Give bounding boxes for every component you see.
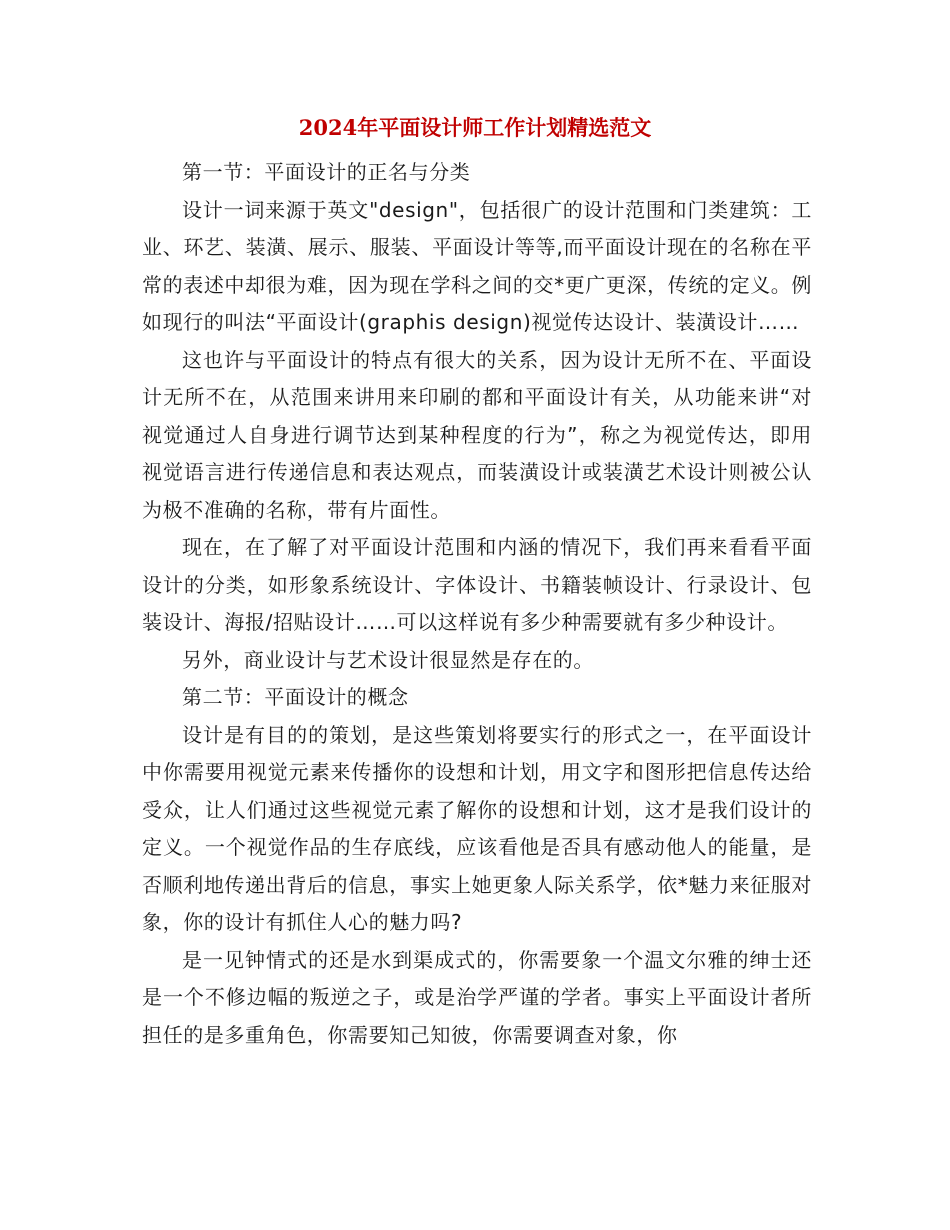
document-body bbox=[142, 154, 812, 1054]
section-heading-2: 第二节：平面设计的概念 bbox=[182, 685, 409, 709]
document-title: 2024年平面设计师工作计划精选范文 bbox=[298, 115, 652, 140]
paragraph: 是一见钟情式的还是水到渠成式的，你需要象一个温文尔雅的绅士还是一个不修边幅的叛逆之子，或是治学严谨的学者。事实上平面设计者所担任的是多重角色，你需要知己知彼，你需要调查对象，你 bbox=[142, 947, 812, 1047]
paragraph: 另外，商业设计与艺术设计很显然是存在的。 bbox=[182, 647, 594, 672]
paragraph: 现在，在了解了对平面设计范围和内涵的情况下，我们再来看看平面设计的分类，如形象系统设计、字体设计、书籍装帧设计、行录设计、包装设计、海报/招贴设计……可以这样说有多少种需要就有多少种设计。 bbox=[142, 535, 812, 634]
paragraph: 这也许与平面设计的特点有很大的关系，因为设计无所不在、平面设计无所不在，从范围来讲用来印刷的都和平面设计有关，从功能来讲“对视觉通过人自身进行调节达到某种程度的行为”，称之为视觉传达，即用视觉语言进行传递信息和表达观点，而装潢设计或装潢艺术设计则被公认为极不准确的名称，带有片面性。 bbox=[142, 347, 812, 522]
paragraph: 设计一词来源于英文"design"，包括很广的设计范围和门类建筑：工业、环艺、装潢、展示、服装、平面设计等等,而平面设计现在的名称在平常的表述中却很为难，因为现在学科之间的交*更广更深，传统的定义。例如现行的叫法“平面设计(graphis design)视觉传达设计、装潢设计…… bbox=[142, 197, 812, 334]
section-heading-1: 第一节：平面设计的正名与分类 bbox=[182, 160, 471, 184]
paragraph: 设计是有目的的策划，是这些策划将要实行的形式之一，在平面设计中你需要用视觉元素来传播你的设想和计划，用文字和图形把信息传达给受众，让人们通过这些视觉元素了解你的设想和计划，这才是我们设计的定义。一个视觉作品的生存底线，应该看他是否具有感动他人的能量，是否顺利地传递出背后的信息，事实上她更象人际关系学，依*魅力来征服对象，你的设计有抓住人心的魅力吗? bbox=[142, 722, 812, 934]
